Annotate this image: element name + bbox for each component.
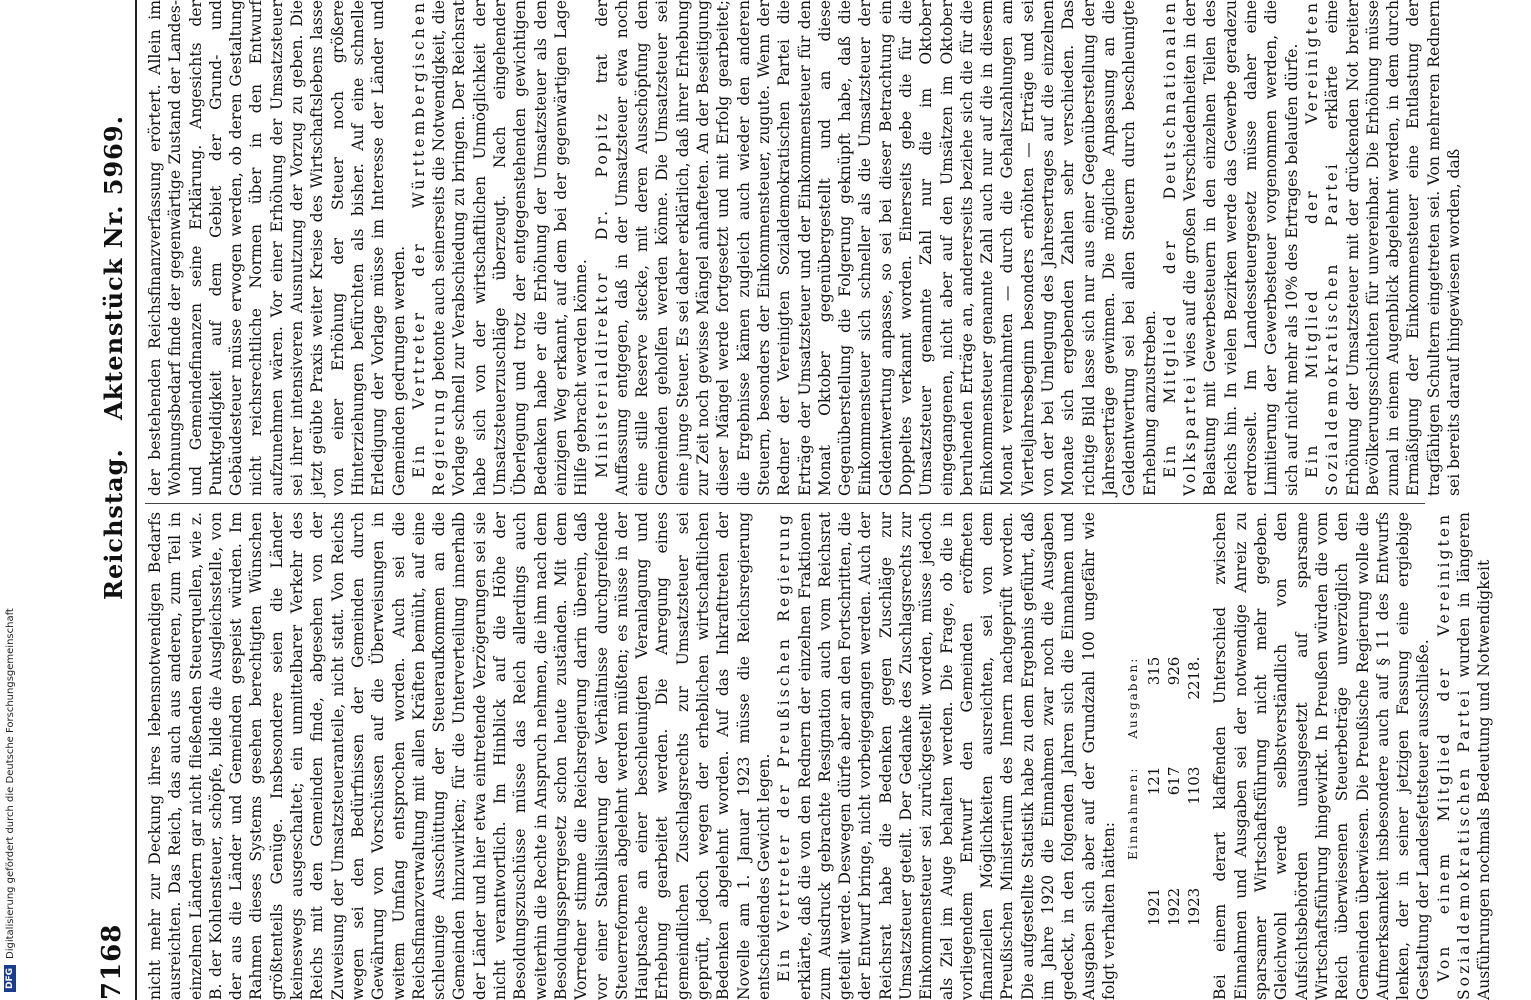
- credit-text: Digitalisierung gefördert durch die Deutsche Forschungsgemeinschaft: [4, 608, 16, 959]
- paragraph-text: wurden in längeren Ausführungen nochmals Bedeutung und Notwendigkeit: [1455, 512, 1494, 1000]
- paragraph: [1302, 0, 1464, 496]
- table-row: [1184, 643, 1204, 940]
- paragraph: nicht mehr zur Deckung ihres lebensnotwendigen Bedarfs ausreichten. Das Reich, das auch aus anderen, zum Teil in einzelnen Ländern gar nicht fließenden Steuerquellen, wie z. B. der Kohlensteuer, schöpfe, bilde die Ausgleichsstelle, von der aus die Länder und Gemeinden gespeist würden. Im Rahmen dieses Systems gesehen berechtigten Wünschen größtenteils Genüge. Insbesondere seien die Länder keineswegs ausgeschaltet; ein unmittelbarer Verkehr des Reichs mit den Gemeinden finde, abgesehen von der Zuweisung der Umsatzsteueranteile, nicht statt. Von Reichs wegen sei den Bedürfnissen der Gemeinden durch Gewährung von Vorschüssen auf die Überweisungen in weitem Umfang entsprochen worden. Auch sei die Reichsfinanzverwaltung mit allen Kräften bemüht, auf eine schleunige Ausschüttung der Steueraufkommen an die Gemeinden hinzuwirken; für die Unterverteilung innerhalb der Länder und hier etwa eintretende Verzögerungen sei sie nicht verantwortlich. Im Hinblick auf die Höhe der Besoldungszuschüsse müsse das Reich allerdings auch weiterhin die Rechte in Anspruch nehmen, die ihm nach dem Besoldungssperrgesetz schon heute zuständen. Mit dem Vorredner stimme die Reichsregierung darin überein, daß vor einer Stabilisierung der Verhältnisse durchgreifende Steuerreformen abgelehnt werden müßten; es müsse in der Hauptsache an einer beschleunigten Veranlagung und Erhebung gearbeitet werden. Die Anregung eines gemeindlichen Zuschlagsrechts zur Umsatzsteuer sei geprüft, jedoch wegen der erheblichen wirtschaftlichen Bedenken abgelehnt worden. Auf das Inkrafttreten der Novelle am 1. Januar 1923 müsse die Reichsregierung entscheidendes Gewicht legen.: [146, 512, 773, 1000]
- table-cell-year: 1921: [1144, 887, 1163, 926]
- table-head-expense: Ausgaben:: [1126, 656, 1141, 739]
- table-cell-income: 121: [1144, 766, 1163, 796]
- column-rule: [145, 503, 1425, 504]
- text-column-left: [145, 512, 1495, 1000]
- table-row: [1144, 643, 1164, 940]
- rotated-newspaper-page: [97, 0, 1531, 1000]
- table-cell-income: 1103: [1185, 766, 1204, 805]
- speaker-lead: Ein Vertreter der Preußischen Regierung: [775, 512, 794, 982]
- speaker-lead: Ministerialdirektor Dr. Popitz: [592, 110, 611, 478]
- paragraph-text: betonte auch seinerseits die Notwendigkeit, die Vorlage schnell zur Verabschiedung zu bringen. Der Reichsrat habe sich von der wirtschaftlichen Unmöglichkeit der Umsatzsteuerzuschläge überzeugt. Nach eingehender Überlegung und trotz der entgegenstehenden gewichtigen Bedenken habe er die Erhöhung der Umsatzsteuer als den einzigen Weg erkannt, auf dem bei der gegenwärtigen Lage Hilfe gebracht werden könne.: [430, 0, 591, 496]
- paragraph-text: trat der Auffassung entgegen, daß in der Umsatzsteuer etwa noch eine stille Reserve stecke, mit deren Ausschöpfung den Gemeinden geholfen werden könne. Die Umsatzsteuer sei eine junge Steuer. Es sei daher erklärlich, daß ihrer Erhebung zur Zeit noch gewisse Mängel anhafteten. An der Beseitigung dieser Mängel werde fortgesetzt und mit Erfolg gearbeitet; die Ergebnisse kämen zugleich auch wieder den anderen Steuern, besonders der Einkommensteuer, zugute. Wenn der Redner der Vereinigten Sozialdemokratischen Partei die Erträge der Umsatzsteuer und der Einkommensteuer für den Monat Oktober gegenübergestellt und an diese Gegenüberstellung die Folgerung geknüpft habe, daß die Einkommensteuer sich schneller als die Umsatzsteuer der Geldentwertung anpasse, so sei bei dieser Betrachtung ein Doppeltes verkannt worden. Einerseits gebe die für die Umsatzsteuer genannte Zahl nur die im Oktober eingegangenen, nicht aber auf den Umsätzen im Oktober beruhenden Erträge an, andererseits beziehe sich die für die Einkommensteuer genannte Zahl auch nur auf die in diesem Monat vereinnahmten — durch die Gehaltszahlungen am Vierteljahresbeginn besonders erhöhten — Erträge und sei von der bei Umlegung des Jahresertrages auf die einzelnen Monate sich ergebenden Zahlen sehr verschieden. Das richtige Bild lasse sich nur aus einer Gegenüberstellung der Jahreserträge gewinnen. Die mögliche Anpassung an die Geldentwertung sei bei allen Steuern durch beschleunigte Erhebung anzustreben.: [592, 0, 1159, 496]
- header-rule: [135, 0, 137, 1000]
- table-cell-income: 617: [1164, 766, 1183, 796]
- dfg-logo: DFG: [4, 965, 16, 992]
- header-left: Reichstag.: [99, 448, 128, 600]
- table-cell-year: 1923: [1185, 887, 1204, 926]
- table-row: [1164, 643, 1184, 940]
- table-head-income: Einnahmen:: [1126, 766, 1141, 860]
- paragraph: [409, 0, 592, 496]
- digitization-credit: [0, 0, 20, 1000]
- table-cell-year: 1922: [1164, 887, 1183, 926]
- paragraph-text: wies auf die großen Verschiedenheiten in der Belastung mit Gewerbesteuern in den einzelnen Teilen des Reichs hin. In vielen Bezirken werde das Gewerbe geradezu erdrosselt. Im Landessteuergesetz müsse daher eine Limitierung der Gewerbesteuer vorgenommen werden, die sich auf nicht mehr als 10% des Ertrages belaufen dürfe.: [1181, 0, 1301, 496]
- header-right: Aktenstück Nr. 5969.: [99, 115, 128, 420]
- paragraph: [1434, 512, 1495, 1000]
- table-cell-expense: 2218.: [1185, 656, 1204, 700]
- speaker-lead: Ein Vertreter der Württembergischen Regierung: [409, 0, 449, 496]
- paragraph: [1160, 0, 1302, 496]
- page-number: 7168: [97, 923, 127, 1000]
- table-cell-expense: 315: [1144, 656, 1163, 686]
- paragraph: [592, 0, 1160, 496]
- paragraph-text: erklärte, daß die von den Rednern der einzelnen Fraktionen zum Ausdruck gebrachte Resignation auch vom Reichsrat geteilt werde. Deswegen dürfe aber an den Fortschritten, die der Entwurf bringe, nicht vorbeigegangen werden. Auch der Reichsrat habe die Bedenken gegen Zuschläge zur Umsatzsteuer geteilt. Der Gedanke des Zuschlagsrechts zur Einkommensteuer sei zurückgestellt worden, müsse jedoch als Ziel im Auge behalten werden. Die Frage, ob die in vorliegendem Entwurf den Gemeinden eröffneten finanziellen Möglichkeiten ausreichten, sei von dem Preußischen Ministerium des Innern nachgeprüft worden. Die aufgestellte Statistik habe zu dem Ergebnis geführt, daß im Jahre 1920 die Einnahmen zwar noch die Ausgaben gedeckt, in den folgenden Jahren sich die Einnahmen und Ausgaben sich aber auf der Grundzahl 100 ungefähr wie folgt verhalten hätten:: [795, 512, 1118, 1000]
- figures-table: [1123, 643, 1204, 940]
- paragraph-text: erklärte eine Erhöhung der Umsatzsteuer mit der drückenden Not breiter Bevölkerungsschichten für unvereinbar. Die Erhöhung müsse zumal in einem Augenblick abgelehnt werden, in dem durch Ermäßigung der Einkommensteuer eine Entlastung der tragfähigen Schultern eingetreten sei. Von mehreren Rednern sei bereits darauf hingewiesen worden, daß: [1323, 0, 1463, 496]
- paragraph: Bei einem derart klaffenden Unterschied zwischen Einnahmen und Ausgaben sei der notwendige Anreiz zu sparsamer Wirtschaftsführung nicht mehr gegeben. Gleichwohl werde selbstverständlich von den Aufsichtsbehörden unausgesetzt auf sparsame Wirtschaftsführung hingewirkt. In Preußen würden die vom Reich überwiesenen Steuerbeträge unverzüglich den Gemeinden überwiesen. Die Preußische Regierung wolle die Aufmerksamkeit insbesondere auch auf § 11 des Entwurfs lenken, der in seiner jetzigen Fassung eine ergiebige Gestaltung der Landesfettsteuer ausschließe.: [1211, 512, 1433, 1000]
- speaker-lead: Ein Mitglied der Deutschnationalen Volkspartei: [1160, 0, 1200, 496]
- table-cell-expense: 926: [1164, 656, 1183, 686]
- speaker-lead: Von einem Mitglied der Vereinigten Sozialdemokratischen Partei: [1434, 512, 1473, 1000]
- text-column-right: [145, 0, 1464, 496]
- paragraph: der bestehenden Reichsfinanzverfassung erörtert. Allein im Wohnungsbedarf finde der gegenwärtige Zustand der Landes- und Gemeindefinanzen seine Erklärung. Angesichts der Punktgeldigkeit auf dem Gebiet der Grund- und Gebäudesteuer müsse erwogen werden, ob deren Gestaltung nicht reichsrechtliche Normen über in den Entwurf aufzunehmen wären. Vor einer Erhöhung der Umsatzsteuer sei ihrer intensiveren Ausnutzung der Vorzug zu geben. Die jetzt geübte Praxis weiter Kreise des Wirtschaftslebens lasse von einer Erhöhung der Steuer noch größere Hinterziehungen befürchten als bisher. Auf eine schnelle Erledigung der Vorlage müsse im Interesse der Länder und Gemeinden gedrungen werden.: [146, 0, 408, 496]
- paragraph: [774, 512, 1119, 1000]
- speaker-lead: Ein Mitglied der Vereinigten Sozialdemokratischen Partei: [1302, 0, 1342, 496]
